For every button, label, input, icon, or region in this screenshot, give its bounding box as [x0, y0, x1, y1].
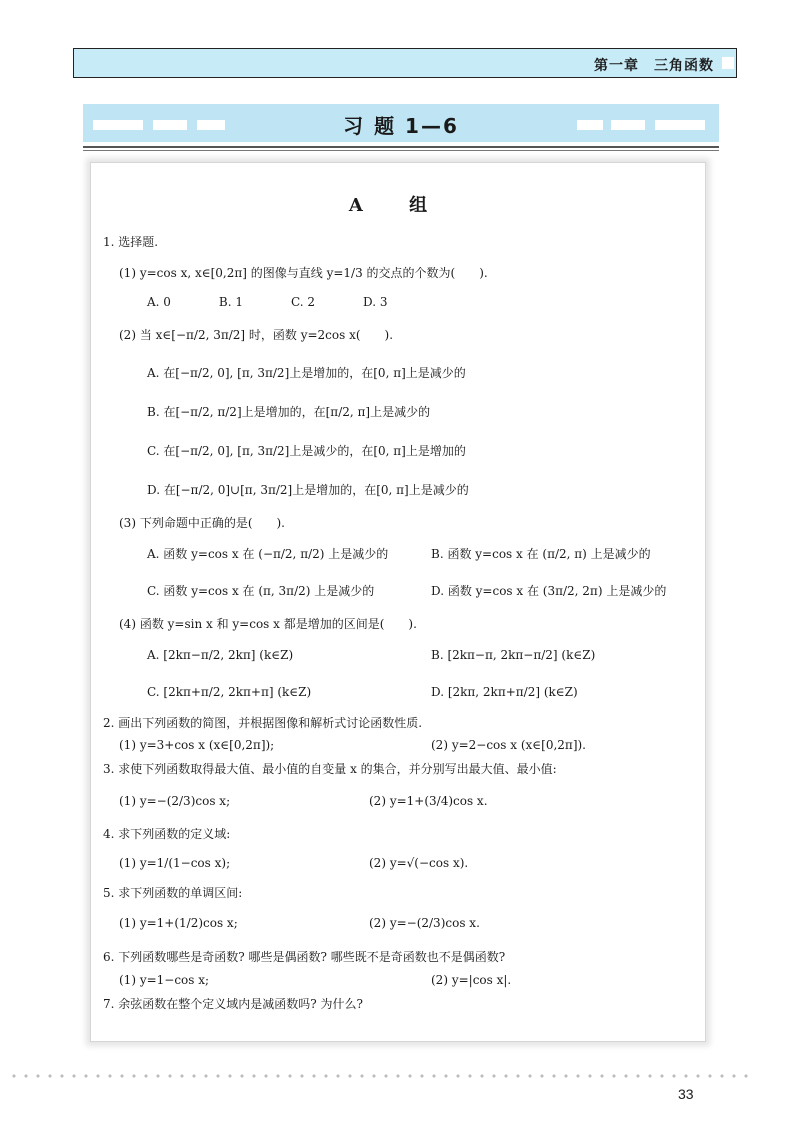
question-5-heading: 5. 求下列函数的单调区间:: [103, 886, 243, 900]
question-1-3-option-d: D. 函数 y=cos x 在 (3π/2, 2π) 上是减少的: [431, 584, 667, 598]
question-1-heading: 1. 选择题.: [103, 235, 159, 249]
question-1-3-option-b: B. 函数 y=cos x 在 (π/2, π) 上是减少的: [431, 547, 651, 561]
page-number: 33: [678, 1086, 694, 1102]
question-4-part-2: (2) y=√(−cos x).: [369, 856, 469, 870]
chapter-title: 第一章 三角函数: [594, 58, 714, 74]
question-1-2-option-c: C. 在[−π/2, 0], [π, 3π/2]上是减少的，在[0, π]上是增加的: [147, 444, 466, 458]
question-1-3-option-a: A. 函数 y=cos x 在 (−π/2, π/2) 上是减少的: [147, 547, 389, 561]
question-2-part-1: (1) y=3+cos x (x∈[0,2π]);: [119, 738, 275, 752]
question-2-part-2: (2) y=2−cos x (x∈[0,2π]).: [431, 738, 586, 752]
question-2-heading: 2. 画出下列函数的简图，并根据图像和解析式讨论函数性质.: [103, 716, 423, 730]
exercise-content-box: [90, 162, 706, 1042]
banner-rule-thin: [83, 150, 719, 151]
group-title: A 组: [348, 195, 448, 216]
question-1-4-option-c: C. [2kπ+π/2, 2kπ+π] (k∈Z): [147, 685, 312, 699]
question-1-2-option-a: A. 在[−π/2, 0], [π, 3π/2]上是增加的，在[0, π]上是减少的: [147, 366, 466, 380]
question-5-part-2: (2) y=−(2/3)cos x.: [369, 916, 480, 930]
question-3-heading: 3. 求使下列函数取得最大值、最小值的自变量 x 的集合，并分别写出最大值、最小值:: [103, 762, 557, 776]
question-1-1-options: A. 0 B. 1 C. 2 D. 3: [147, 295, 388, 309]
banner-rule: [83, 146, 719, 148]
footer-dotted-line: [8, 1074, 748, 1078]
question-1-2-option-d: D. 在[−π/2, 0]∪[π, 3π/2]上是增加的，在[0, π]上是减少的: [147, 483, 469, 497]
question-1-4: (4) 函数 y=sin x 和 y=cos x 都是增加的区间是( ).: [119, 617, 417, 631]
question-3-part-1: (1) y=−(2/3)cos x;: [119, 794, 231, 808]
question-1-4-option-b: B. [2kπ−π, 2kπ−π/2] (k∈Z): [431, 648, 596, 662]
question-1-2: (2) 当 x∈[−π/2, 3π/2] 时，函数 y=2cos x( ).: [119, 328, 394, 342]
question-6-part-1: (1) y=1−cos x;: [119, 973, 210, 987]
question-1-4-option-d: D. [2kπ, 2kπ+π/2] (k∈Z): [431, 685, 578, 699]
question-4-part-1: (1) y=1/(1−cos x);: [119, 856, 231, 870]
question-6-heading: 6. 下列函数哪些是奇函数? 哪些是偶函数? 哪些既不是奇函数也不是偶函数?: [103, 950, 506, 964]
question-4-heading: 4. 求下列函数的定义域:: [103, 827, 231, 841]
header-corner-square: [722, 57, 734, 69]
question-6-part-2: (2) y=|cos x|.: [431, 973, 512, 987]
exercise-banner: [83, 104, 719, 142]
question-1-4-option-a: A. [2kπ−π/2, 2kπ] (k∈Z): [147, 648, 294, 662]
question-3-part-2: (2) y=1+(3/4)cos x.: [369, 794, 488, 808]
question-1-1: (1) y=cos x, x∈[0,2π] 的图像与直线 y=1/3 的交点的个数为( ).: [119, 266, 488, 280]
question-1-3-option-c: C. 函数 y=cos x 在 (π, 3π/2) 上是减少的: [147, 584, 375, 598]
question-1-2-option-b: B. 在[−π/2, π/2]上是增加的，在[π/2, π]上是减少的: [147, 405, 431, 419]
question-7-heading: 7. 余弦函数在整个定义域内是减函数吗? 为什么?: [103, 997, 363, 1011]
question-5-part-1: (1) y=1+(1/2)cos x;: [119, 916, 238, 930]
question-1-3: (3) 下列命题中正确的是( ).: [119, 516, 285, 530]
exercise-title: 习 题 1—6: [343, 114, 459, 138]
chapter-header-bar: [73, 48, 737, 78]
